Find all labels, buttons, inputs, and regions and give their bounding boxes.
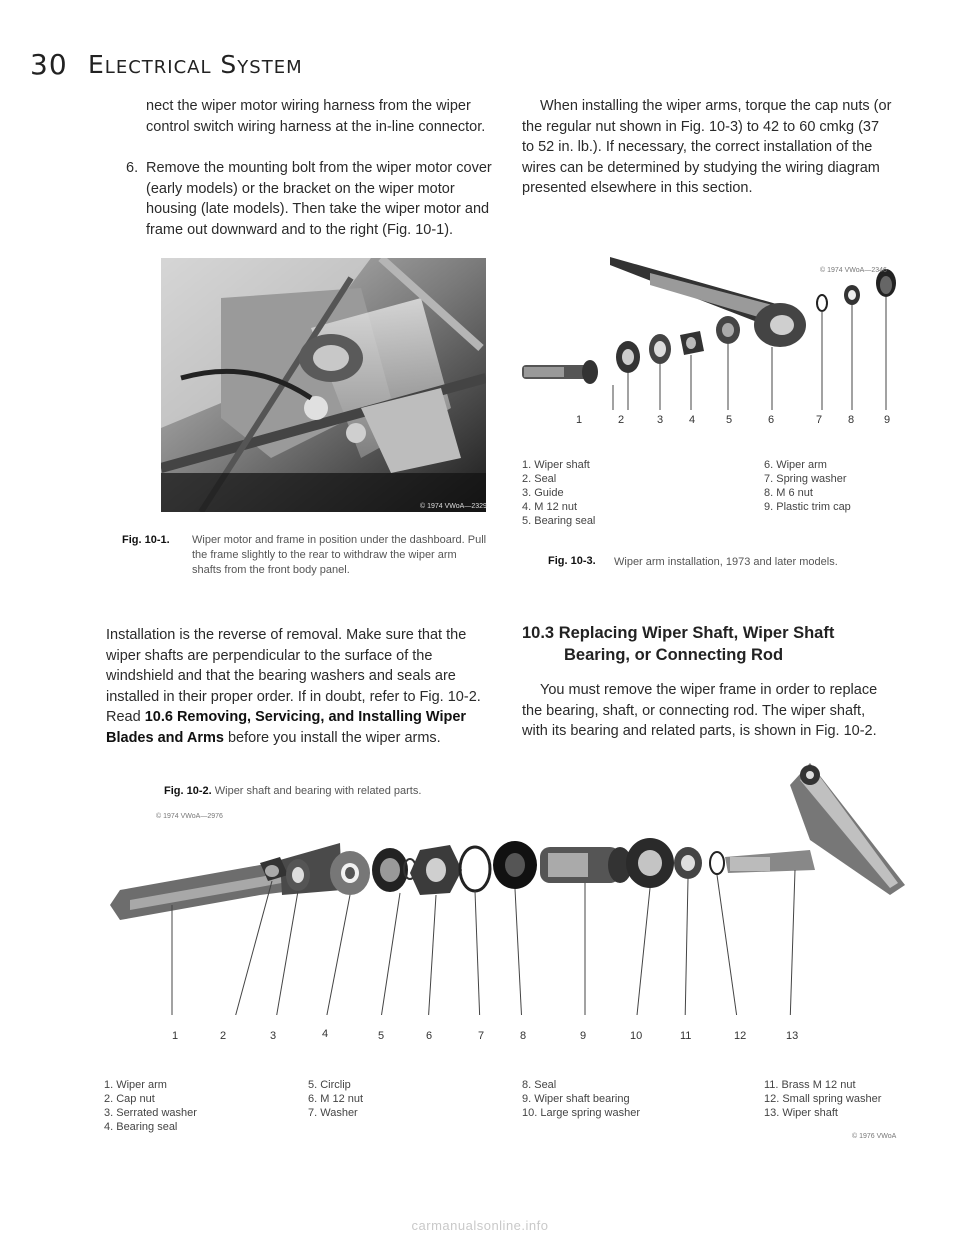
parts-list-item: 3. Serrated washer [104, 1107, 197, 1119]
page-number: 30 [30, 48, 68, 81]
fig-10-3-parts-left [522, 458, 595, 528]
installation-text-a: Installation is the reverse of removal. Make sure that the wiper shafts are perpendicular to the surface of the windshield and that the bearing washers and seals are installed in their proper order. If in doubt, refer to Fig. 10-2. Read [106, 627, 481, 725]
fig-10-2-callout: 6 [426, 1030, 433, 1042]
fig-10-3-callout: 6 [768, 414, 775, 426]
section-heading-10-3 [522, 622, 902, 666]
wiper-arm-torque-paragraph: When installing the wiper arms, torque the cap nuts (or the regular nut shown in Fig. 10-3) to 42 to 60 cmkg (37 to 52 in. lb.). If necessary, the correct installation of the wires can be determined by studying the wiring diagram presented elsewhere in this section. [522, 98, 892, 196]
fig-10-2-copyright: © 1974 VWoA—2976 [156, 813, 223, 820]
fig-10-2-callout: 5 [378, 1030, 385, 1042]
fig-10-2-callout: 2 [220, 1030, 227, 1042]
fig-10-3-callout: 1 [576, 414, 583, 426]
fig-10-2-callout: 1 [172, 1030, 179, 1042]
fig-10-3-callout: 3 [657, 414, 664, 426]
fig-10-2-parts-col-2 [308, 1078, 363, 1120]
step-6-text: Remove the mounting bolt from the wiper motor cover (early models) or the bracket on the wiper motor housing (late models). Then take the wiper motor and frame out downward and to the right (Fig. 10-1). [146, 160, 492, 238]
fig-10-2-callout: 3 [270, 1030, 277, 1042]
parts-list-item: 3. Guide [522, 487, 564, 499]
continued-paragraph: nect the wiper motor wiring harness from the wiper control switch wiring harness at the in-line connector. [146, 98, 486, 135]
fig-10-2-callout: 4 [322, 1028, 329, 1040]
parts-list-item: 1. Wiper shaft [522, 459, 590, 471]
fig-10-2-parts-col-3 [522, 1078, 640, 1120]
installation-text-b: before you install the wiper arms. [223, 729, 441, 746]
section-10-3-paragraph: You must remove the wiper frame in order to replace the bearing, shaft, or connecting rod. The wiper shaft, with its bearing and related parts, is shown in Fig. 10-2. [522, 682, 878, 739]
parts-list-item: 6. Wiper arm [764, 459, 827, 471]
fig-10-3-callout: 2 [618, 414, 625, 426]
fig-10-1-label: Fig. 10-1. [122, 534, 170, 546]
section-heading-line: 10.3 Replacing Wiper Shaft, Wiper Shaft [522, 624, 835, 642]
fig-10-2-callout: 13 [786, 1030, 799, 1042]
parts-list-item: 10. Large spring washer [522, 1107, 641, 1119]
parts-list-item: 7. Washer [308, 1107, 358, 1119]
fig-10-3-callout: 9 [884, 414, 891, 426]
fig-10-3-parts-right [764, 458, 851, 514]
fig-10-1-photo [161, 258, 486, 512]
parts-list-item: 8. M 6 nut [764, 487, 813, 499]
page-copyright: © 1976 VWoA [852, 1133, 897, 1140]
chapter-title: Electrical System [88, 50, 303, 79]
parts-list-item: 9. Plastic trim cap [764, 501, 851, 513]
fig-10-2-caption: Wiper shaft and bearing with related parts. [214, 785, 422, 797]
footer-watermark: carmanualsonline.info [411, 1218, 549, 1233]
wiper-motor-photo-illustration [161, 258, 486, 512]
fig-10-2-callout: 10 [630, 1030, 643, 1042]
parts-list-item: 11. Brass M 12 nut [764, 1079, 856, 1091]
fig-10-2-parts-col-4 [764, 1078, 881, 1120]
fig-10-2-callout: 11 [680, 1030, 692, 1042]
fig-10-3-callout: 7 [816, 414, 823, 426]
parts-list-item: 4. M 12 nut [522, 501, 578, 513]
fig-10-2-callout: 7 [478, 1030, 485, 1042]
fig-10-2-parts-col-1 [104, 1078, 197, 1134]
fig-10-2-label: Fig. 10-2. [164, 785, 212, 797]
fig-10-2-callout: 8 [520, 1030, 527, 1042]
parts-list-item: 2. Cap nut [104, 1093, 155, 1105]
parts-list-item: 7. Spring washer [764, 473, 847, 485]
fig-10-2-illustration [110, 745, 905, 1015]
fig-10-3-callout: 4 [689, 414, 696, 426]
parts-list-item: 12. Small spring washer [764, 1093, 882, 1105]
parts-list-item: 5. Circlip [308, 1079, 351, 1091]
parts-list-item: 13. Wiper shaft [764, 1107, 838, 1119]
wiper-shaft-exploded-drawing [110, 745, 905, 1015]
installation-paragraph [106, 625, 486, 748]
parts-list-item: 4. Bearing seal [104, 1121, 178, 1133]
fig-10-2-callout: 12 [734, 1030, 747, 1042]
fig-10-1-copyright: © 1974 VWoA—2329 [420, 503, 487, 510]
parts-list-item: 2. Seal [522, 473, 557, 485]
step-6-number: 6. [126, 160, 139, 176]
installation-section-ref: 10.6 Removing, Servicing, and Installing Wiper Blades and Arms [106, 709, 467, 746]
parts-list-item: 5. Bearing seal [522, 515, 596, 527]
fig-10-3-caption: Wiper arm installation, 1973 and later models. [614, 556, 838, 568]
fig-10-3-copyright: © 1974 VWoA—2346 [820, 267, 887, 274]
fig-10-3-callout: 5 [726, 414, 733, 426]
step-6 [126, 158, 506, 240]
fig-10-3-callout: 8 [848, 414, 855, 426]
parts-list-item: 6. M 12 nut [308, 1093, 364, 1105]
section-heading-line: Bearing, or Connecting Rod [564, 646, 784, 664]
parts-list-item: 9. Wiper shaft bearing [522, 1093, 630, 1105]
fig-10-1-caption: Wiper motor and frame in position under the dashboard. Pull the frame slightly to the rear to withdraw the wiper arm shafts from the front body panel. [192, 534, 487, 576]
parts-list-item: 8. Seal [522, 1079, 557, 1091]
parts-list-item: 1. Wiper arm [104, 1079, 167, 1091]
fig-10-2-callout: 9 [580, 1030, 587, 1042]
fig-10-3-label: Fig. 10-3. [548, 555, 596, 567]
